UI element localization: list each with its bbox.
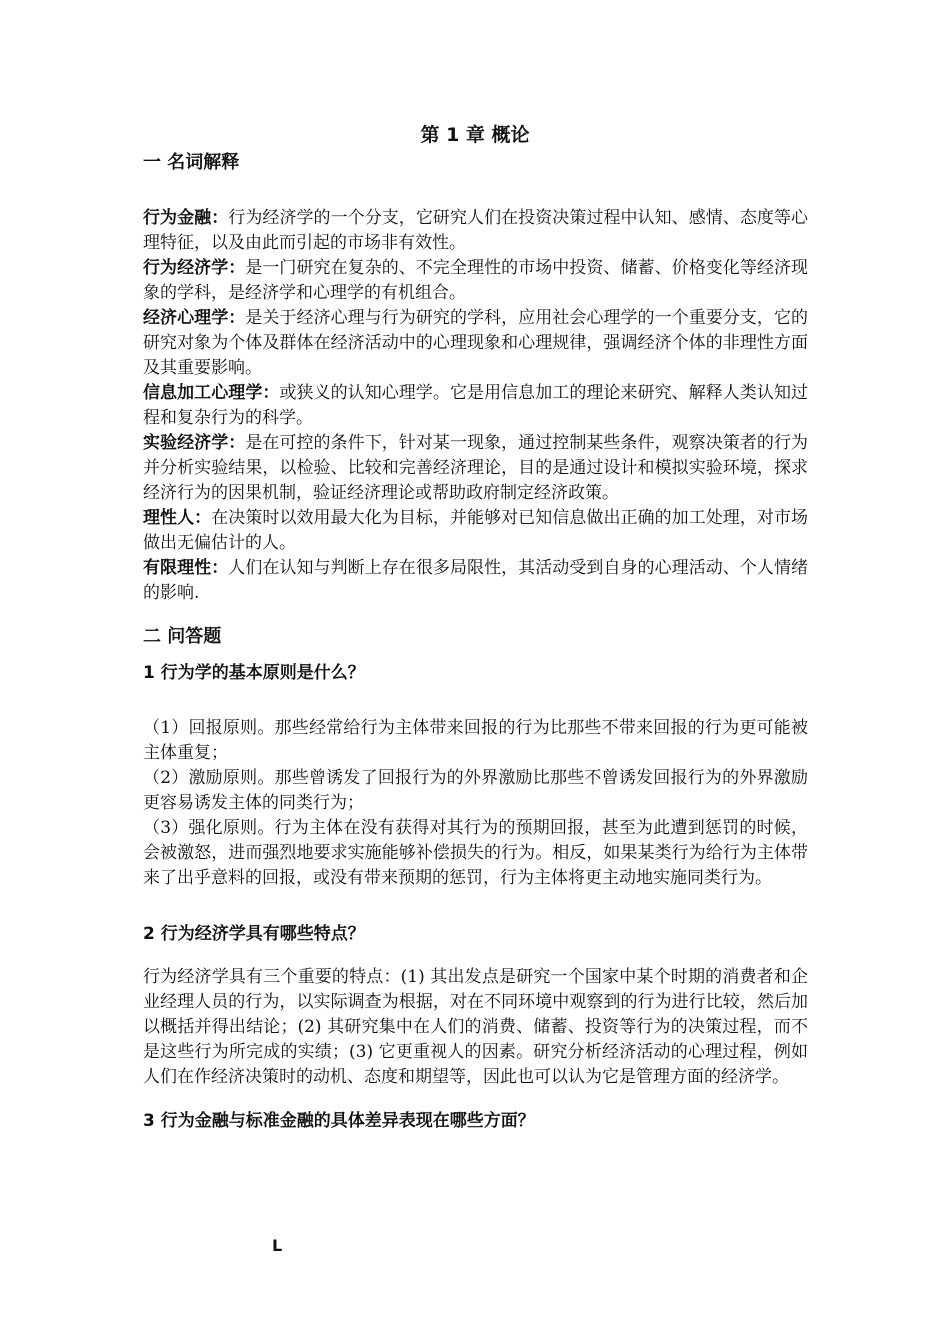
definition-text: 是在可控的条件下，针对某一现象，通过控制某些条件，观察决策者的行为并分析实验结果，以检验、比较和完善经济理论，目的是通过设计和模拟实验环境，探求经济行为的因果机制，验证经济理论或帮助政府制定经济政策。 <box>143 433 809 503</box>
definition-term: 信息加工心理学 <box>143 383 263 403</box>
definition-term: 经济心理学 <box>143 308 229 328</box>
section-heading-questions: 二 问答题 <box>143 626 222 647</box>
definition-text: 是关于经济心理与行为研究的学科，应用社会心理学的一个重要分支，它的研究对象为个体及群体在经济活动中的心理现象和心理规律，强调经济个体的非理性方面及其重要影响。 <box>143 308 809 378</box>
definition-item <box>143 306 808 381</box>
question-2-heading: 2 行为经济学具有哪些特点？ <box>143 924 365 944</box>
definition-separator: ： <box>228 258 246 278</box>
definition-text: 行为经济学的一个分支，它研究人们在投资决策过程中认知、感情、态度等心理特征，以及由此而引起的市场非有效性。 <box>143 208 809 253</box>
definition-separator: ： <box>228 308 246 328</box>
definition-item <box>143 206 808 256</box>
section-heading-definitions: 一 名词解释 <box>143 152 240 173</box>
answer-item: （3）强化原则。行为主体在没有获得对其行为的预期回报，甚至为此遭到惩罚的时候，会被激怒，进而强烈地要求实施能够补偿损失的行为。相反，如果某类行为给行为主体带来了出乎意料的回报，或没有带来预期的惩罚，行为主体将更主动地实施同类行为。 <box>143 818 808 888</box>
answer-item: （1）回报原则。那些经常给行为主体带来回报的行为比那些不带来回报的行为更可能被主体重复； <box>143 718 808 763</box>
chapter-title: 第 1 章 概论 <box>420 124 530 146</box>
definition-separator: ： <box>211 208 229 228</box>
definition-term: 行为金融 <box>143 208 212 228</box>
definition-item <box>143 256 808 306</box>
definition-term: 行为经济学 <box>143 258 229 278</box>
definition-text: 或狭义的认知心理学。它是用信息加工的理论来研究、解释人类认知过程和复杂行为的科学。 <box>143 383 809 428</box>
definition-text: 在决策时以效用最大化为目标，并能够对已知信息做出正确的加工处理，对市场做出无偏估计的人。 <box>143 508 809 553</box>
definition-text: 是一门研究在复杂的、不完全理性的市场中投资、储蓄、价格变化等经济现象的学科，是经济学和心理学的有机组合。 <box>143 258 809 303</box>
definition-separator: ： <box>228 433 246 453</box>
definition-separator: ： <box>211 558 229 578</box>
question-3-heading: 3 行为金融与标准金融的具体差异表现在哪些方面？ <box>143 1111 535 1131</box>
content-body <box>143 150 808 1134</box>
definition-separator: ： <box>262 383 280 403</box>
question-2-answer: 行为经济学具有三个重要的特点：(1) 其出发点是研究一个国家中某个时期的消费者和企业经理人员的行为，以实际调查为根据，对在不同环境中观察到的行为进行比较，然后加以概括并得出结论；(2) 其研究集中在人们的消费、储蓄、投资等行为的决策过程，而不是这些行为所完成的实绩；(3) 它更重视人的因素。研究分析经济活动的心理过程，例如人们在作经济决策时的动机、态度和期望等，因此也可以认为它是管理方面的经济学。 <box>143 967 808 1087</box>
definition-item <box>143 381 808 431</box>
definition-term: 有限理性 <box>143 558 212 578</box>
definitions-list <box>143 206 808 606</box>
definition-separator: ： <box>194 508 212 528</box>
definition-item <box>143 431 808 506</box>
definition-item <box>143 556 808 606</box>
definition-item <box>143 506 808 556</box>
answer-item: （2）激励原则。那些曾诱发了回报行为的外界激励比那些不曾诱发回报行为的外界激励更容易诱发主体的同类行为； <box>143 768 808 813</box>
definition-term: 理性人 <box>143 508 195 528</box>
footer-mark: L <box>272 1236 283 1255</box>
definition-text: 人们在认知与判断上存在很多局限性，其活动受到自身的心理活动、个人情绪的影响. <box>143 558 809 603</box>
question-1-heading: 1 行为学的基本原则是什么？ <box>143 663 365 683</box>
question-1-answers <box>143 716 808 891</box>
definition-term: 实验经济学 <box>143 433 229 453</box>
